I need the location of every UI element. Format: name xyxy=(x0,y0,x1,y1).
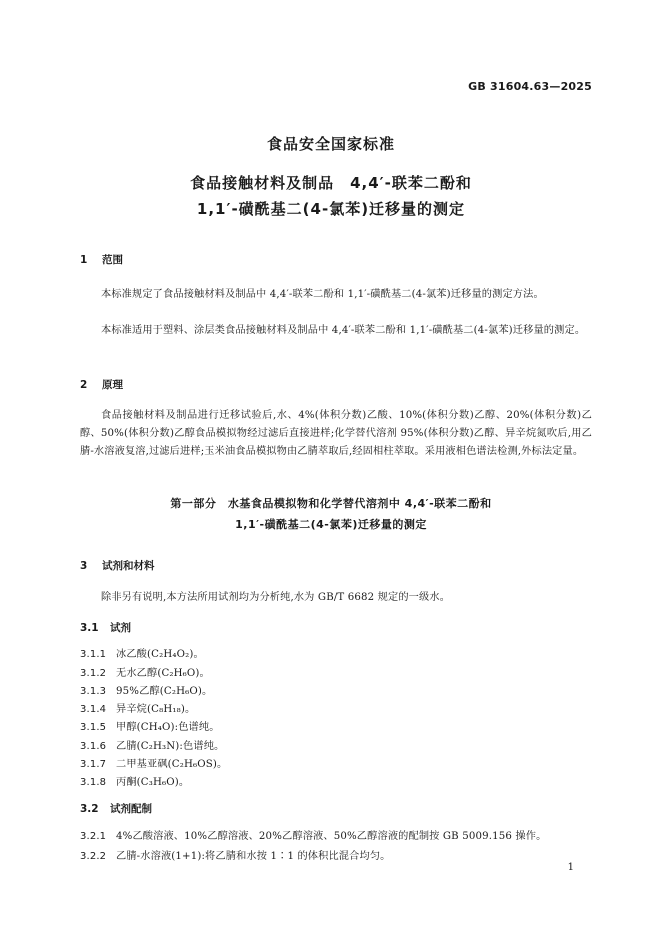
item-number: 3.1.6 xyxy=(80,741,107,752)
section-1-heading xyxy=(80,252,123,267)
item-number: 3.1.3 xyxy=(80,686,107,697)
reagent-item xyxy=(80,664,210,679)
item-number: 3.2.1 xyxy=(80,831,107,842)
section-number: 3.1 xyxy=(80,622,99,634)
section-number: 2 xyxy=(80,379,88,391)
reagent-item xyxy=(80,718,220,733)
section-number: 3.2 xyxy=(80,803,99,815)
item-text: 丙酮(C₃H₆O)。 xyxy=(116,777,190,788)
section-title: 试剂和材料 xyxy=(102,560,155,572)
reagent-item xyxy=(80,773,189,788)
document-type: 食品安全国家标准 xyxy=(266,135,395,153)
page-number: 1 xyxy=(567,862,574,873)
section-3-2-heading xyxy=(80,801,152,816)
reagent-item xyxy=(80,700,195,715)
item-number: 3.1.5 xyxy=(80,722,107,733)
section-3-heading xyxy=(80,558,155,573)
item-text: 4%乙酸溶液、10%乙醇溶液、20%乙醇溶液、50%乙醇溶液的配制按 GB 5009.156 操作。 xyxy=(116,831,547,842)
section-3-paragraph: 除非另有说明,本方法所用试剂均为分析纯,水为 GB/T 6682 规定的一级水。 xyxy=(101,592,451,603)
reagent-item xyxy=(80,645,204,660)
standard-number: GB 31604.63—2025 xyxy=(468,80,592,93)
section-number: 1 xyxy=(80,254,88,266)
reagent-item xyxy=(80,755,227,770)
preparation-item xyxy=(80,827,546,842)
item-number: 3.1.7 xyxy=(80,759,107,770)
section-title: 范围 xyxy=(102,254,123,266)
section-1-paragraph-1: 本标准规定了食品接触材料及制品中 4,4′-联苯二酚和 1,1′-磺酰基二(4-氯苯)迁移量的测定方法。 xyxy=(101,289,544,300)
part-1-title-line-2: 1,1′-磺酰基二(4-氯苯)迁移量的测定 xyxy=(235,518,427,531)
document-title-line-2: 1,1′-磺酰基二(4-氯苯)迁移量的测定 xyxy=(196,200,466,218)
document-title-line-1: 食品接触材料及制品 4,4′-联苯二酚和 xyxy=(190,174,472,192)
reagent-item xyxy=(80,682,212,697)
section-2-heading xyxy=(80,377,123,392)
section-2-paragraph: 食品接触材料及制品进行迁移试验后,水、4%(体积分数)乙酸、10%(体积分数)乙醇、20%(体积分数)乙醇、50%(体积分数)乙醇食品模拟物经过滤后直接进样;化学替代溶剂 95%(体积分数)乙醇、异辛烷氮吹后,用乙腈-水溶液复溶,过滤后进样;玉米油食品模拟物由乙腈萃取后,经固相柱萃取。采用液相色谱法检测,外标法定量。 xyxy=(80,410,592,457)
section-title: 试剂配制 xyxy=(110,803,152,815)
item-number: 3.1.4 xyxy=(80,704,107,715)
section-title: 原理 xyxy=(102,379,123,391)
item-text: 异辛烷(C₈H₁₈)。 xyxy=(116,704,196,715)
item-text: 甲醇(CH₄O):色谱纯。 xyxy=(116,722,220,733)
item-text: 冰乙酸(C₂H₄O₂)。 xyxy=(116,649,204,660)
section-3-1-heading xyxy=(80,620,131,635)
item-text: 二甲基亚砜(C₂H₆OS)。 xyxy=(116,759,228,770)
preparation-item xyxy=(80,847,391,862)
item-text: 乙腈(C₂H₃N):色谱纯。 xyxy=(116,741,225,752)
part-1-title-line-1: 第一部分 水基食品模拟物和化学替代溶剂中 4,4′-联苯二酚和 xyxy=(170,497,492,510)
section-title: 试剂 xyxy=(110,622,131,634)
item-text: 95%乙醇(C₂H₆O)。 xyxy=(116,686,213,697)
item-number: 3.1.1 xyxy=(80,649,107,660)
item-number: 3.2.2 xyxy=(80,851,107,862)
item-text: 无水乙醇(C₂H₆O)。 xyxy=(116,668,210,679)
item-text: 乙腈-水溶液(1+1):将乙腈和水按 1∶1 的体积比混合均匀。 xyxy=(116,851,391,862)
reagent-item xyxy=(80,737,224,752)
section-1-paragraph-2: 本标准适用于塑料、涂层类食品接触材料及制品中 4,4′-联苯二酚和 1,1′-磺酰基二(4-氯苯)迁移量的测定。 xyxy=(101,325,586,336)
section-number: 3 xyxy=(80,560,88,572)
item-number: 3.1.2 xyxy=(80,668,107,679)
item-number: 3.1.8 xyxy=(80,777,107,788)
